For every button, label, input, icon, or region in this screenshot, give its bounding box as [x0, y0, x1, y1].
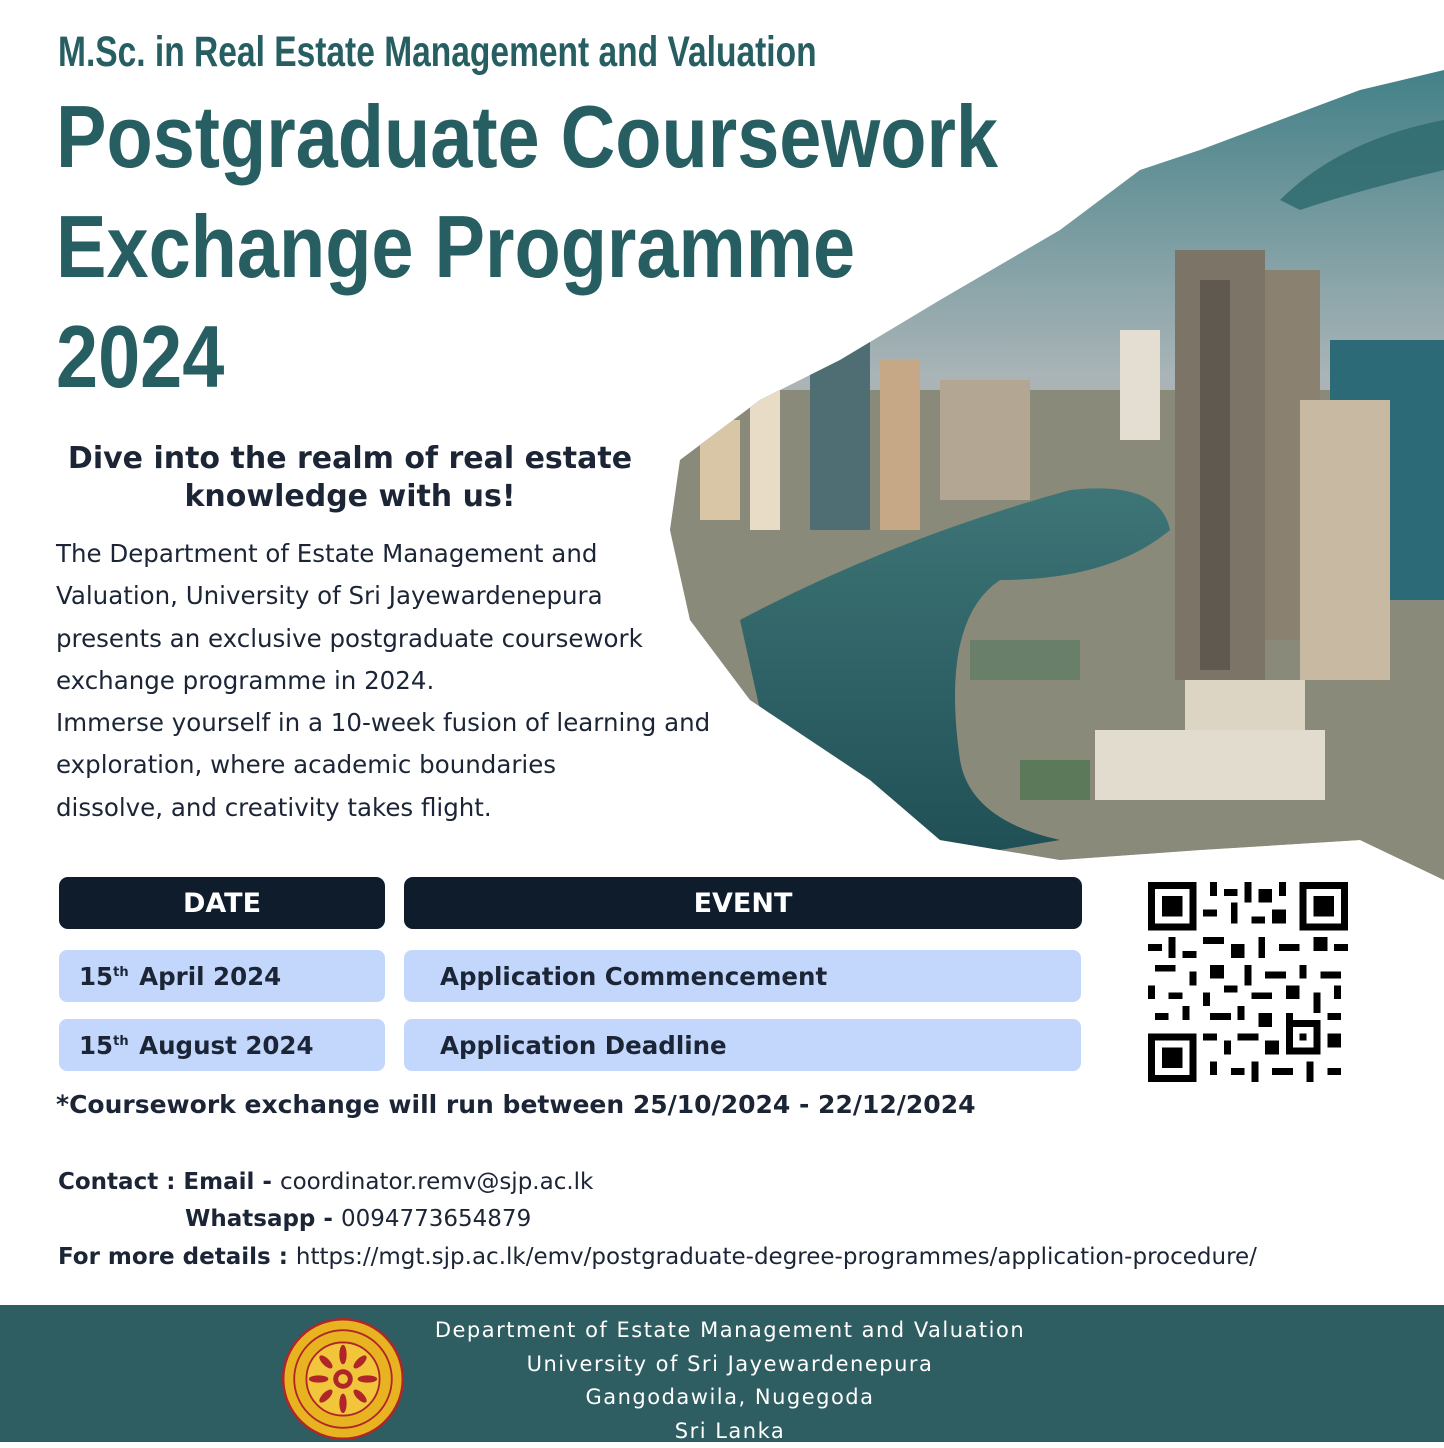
- qr-code-icon[interactable]: [1148, 882, 1348, 1082]
- details-url-link[interactable]: https://mgt.sjp.ac.lk/emv/postgraduate-degree-programmes/application-procedure/: [296, 1244, 1257, 1270]
- footer-line-city: Gangodawila, Nugegoda: [380, 1381, 1080, 1415]
- whatsapp-number[interactable]: 0094773654879: [341, 1206, 531, 1232]
- footer-line-country: Sri Lanka: [380, 1415, 1080, 1448]
- date-day: 15: [79, 1031, 113, 1060]
- exchange-period-note: *Coursework exchange will run between 25/10/2024 - 22/12/2024: [56, 1090, 975, 1119]
- description-line: Immerse yourself in a 10-week fusion of learning and: [56, 702, 776, 744]
- programme-subtitle: M.Sc. in Real Estate Management and Valuation: [58, 28, 817, 77]
- description-paragraph: [56, 533, 776, 829]
- whatsapp-label: Whatsapp -: [185, 1206, 341, 1232]
- table-cell-date: [59, 1019, 385, 1071]
- description-line: presents an exclusive postgraduate coursework: [56, 618, 776, 660]
- table-cell-event: Application Commencement: [404, 950, 1081, 1002]
- description-line: exploration, where academic boundaries: [56, 744, 776, 786]
- description-line: Valuation, University of Sri Jayewardenepura: [56, 575, 776, 617]
- footer-line-department: Department of Estate Management and Valuation: [380, 1314, 1080, 1348]
- table-cell-date: [59, 950, 385, 1002]
- footer-address: [380, 1314, 1080, 1448]
- email-link[interactable]: coordinator.remv@sjp.ac.lk: [280, 1169, 593, 1195]
- footer-line-university: University of Sri Jayewardenepura: [380, 1348, 1080, 1382]
- table-cell-event: Application Deadline: [404, 1019, 1081, 1071]
- description-line: The Department of Estate Management and: [56, 533, 776, 575]
- contact-whatsapp-line: [185, 1206, 531, 1232]
- date-month-year: April 2024: [139, 962, 281, 991]
- main-title-line-1: Postgraduate Coursework: [56, 93, 998, 181]
- date-day: 15: [79, 962, 113, 991]
- tagline-line-2: knowledge with us!: [40, 478, 660, 516]
- table-header-date: DATE: [59, 877, 385, 929]
- date-suffix: th: [113, 965, 128, 980]
- contact-email-line: [58, 1169, 593, 1195]
- email-label: Email -: [183, 1169, 280, 1195]
- description-line: exchange programme in 2024.: [56, 660, 776, 702]
- main-title-line-3: 2024: [56, 313, 224, 401]
- description-line: dissolve, and creativity takes flight.: [56, 787, 776, 829]
- tagline-line-1: Dive into the realm of real estate: [40, 440, 660, 478]
- contact-label: Contact :: [58, 1169, 183, 1195]
- main-title-line-2: Exchange Programme: [56, 203, 855, 291]
- details-line: [58, 1244, 1257, 1270]
- tagline: [40, 440, 660, 516]
- date-suffix: th: [113, 1034, 128, 1049]
- date-month-year: August 2024: [139, 1031, 313, 1060]
- details-label: For more details :: [58, 1244, 296, 1270]
- table-header-event: EVENT: [404, 877, 1082, 929]
